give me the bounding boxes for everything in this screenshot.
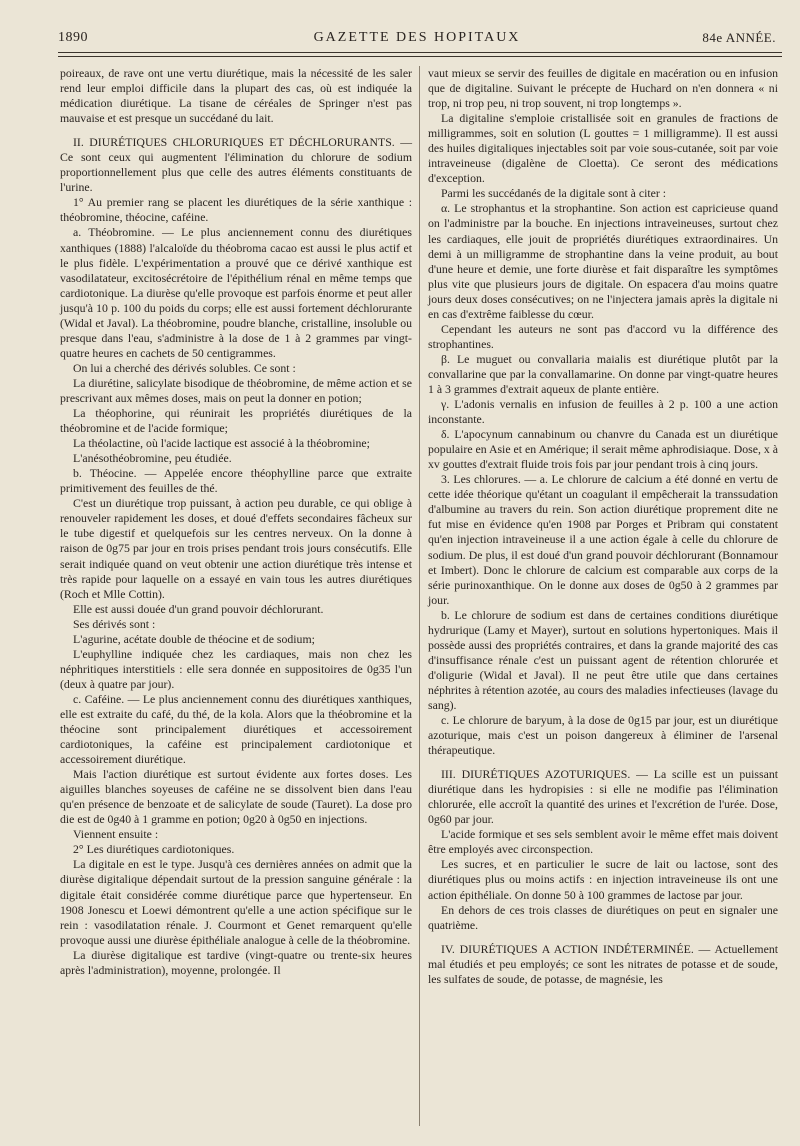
paragraph: Parmi les succédanés de la digitale sont à citer : — [441, 186, 667, 201]
paragraph: La digitale en est le type. Jusqu'à ces dernières années on admit que la diurèse digitalique dépendait surtout de la pression sanguine générale : la digitale était considérée comme diurétique parce que hypertenseur. En 1908 Jonescu et Loewi démontrent qu'elle a une action spécifique sur le rein : vasodilatation rénale. J. Courmont et Genet remarquent qu'elle provoque aussi une diurèse épithéliale analogue à celle de la théobromine. — [60, 857, 412, 947]
section-heading-paragraph: IV. DIURÉTIQUES A ACTION INDÉTERMINÉE. — Actuellement mal étudiés et peu employés; ce sont les nitrates de potasse et de soude, les sulfates de soude, de potasse, de magnésie, les — [428, 941, 778, 986]
paragraph: L'agurine, acétate double de théocine et de sodium; — [73, 631, 315, 646]
paragraph: L'euphylline indiquée chez les cardiaques, mais non chez les néphritiques interstitiels : elle sera donnée en suppositoires de 0g35 l'un (deux à quatre par jour). — [60, 646, 412, 691]
paragraph: En dehors de ces trois classes de diurétiques on peut en signaler une quatrième. — [428, 902, 778, 932]
paragraph: Elle est aussi douée d'un grand pouvoir déchlorurant. — [73, 601, 324, 616]
paragraph: 1° Au premier rang se placent les diurétiques de la série xanthique : théobromine, théocine, caféine. — [60, 195, 412, 225]
paragraph: δ. L'apocynum cannabinum ou chanvre du Canada est un diurétique populaire en Asie et en Amérique; il serait même aphrodisiaque. Dose, x à xv gouttes d'extrait fluide trois fois par jour pendant trois à cinq jours. — [428, 427, 778, 472]
paragraph: 2° Les diurétiques cardiotoniques. — [73, 842, 235, 857]
paragraph: vaut mieux se servir des feuilles de digitale en macération ou en infusion que de digitaline. Suivant le précepte de Huchard on n'en donnera « ni trop, ni trop peu, ni trop souvent, ni trop longtemps ». — [428, 66, 778, 111]
column-divider — [419, 66, 420, 1126]
paragraph: a. Théobromine. — Le plus anciennement connu des diurétiques xanthiques (1888) l'alcaloïde du théobroma cacao est aussi le plus actif et le plus fidèle. L'expérimentation a prouvé que ce dérivé xanthique est vasodilatateur, excitosécrétoire de l'épithélium rénal en même temps que cardiotonique. La diurèse qu'elle provoque est parfois énorme et peut aller jusqu'à 10 p. 100 du poids du corps; elle est aussi fortement déchlorurante (Widal et Javal). La théobromine, poudre blanche, cristalline, insoluble ou presque dans l'eau, s'administre à la dose de 1 à 2 grammes par vingt-quatre heures en cachets de 50 centigrammes. — [60, 225, 412, 360]
paragraph: On lui a cherché des dérivés solubles. Ce sont : — [73, 360, 296, 375]
page-header — [58, 30, 776, 52]
paragraph: La théolactine, où l'acide lactique est associé à la théobromine; — [73, 436, 370, 451]
paragraph: C'est un diurétique trop puissant, à action peu durable, ce qui oblige à renouveler rapidement les doses, et doué d'effets secondaires fâcheux sur le tube digestif et quelquefois sur les centres nerveux. On la donne à raison de 0g75 par jour en trois prises pendant trois jours consécutifs. Elle serait indiquée quand on veut obtenir une action diurétique très intense et très rapide pour laquelle on a essayé en vain tous les autres diurétiques (Roch et Mlle Cottin). — [60, 496, 412, 601]
paragraph: Mais l'action diurétique est surtout évidente aux fortes doses. Les aiguilles blanches soyeuses de caféine ne se dissolvent bien dans l'eau qu'en présence de benzoate et de salicylate de soude (Tauret). La dose pro die est de 0g40 à 1 gramme en potion; 0g20 à 0g50 en injections. — [60, 767, 412, 827]
paragraph: La diurétine, salicylate bisodique de théobromine, de même action et se prescrivant aux mêmes doses, mais on peut la donner en potion; — [60, 375, 412, 405]
paragraph: β. Le muguet ou convallaria maialis est diurétique plutôt par la convallarine que par la convallamarine. On donne par vingt-quatre heures 1 à 3 grammes d'extrait aqueux de plante entière. — [428, 351, 778, 396]
header-rule-thin — [58, 56, 782, 57]
journal-title: GAZETTE DES HOPITAUX — [313, 30, 521, 45]
paragraph: L'acide formique et ses sels semblent avoir le même effet mais doivent être employés avec circonspection. — [428, 827, 778, 857]
right-column — [428, 66, 778, 987]
paragraph: La théophorine, qui réunirait les propriétés diurétiques de la théobromine et de l'acide formique; — [60, 406, 412, 436]
page-number: 1890 — [58, 30, 88, 45]
paragraph: poireaux, de rave ont une vertu diurétique, mais la nécessité de les saler rend leur emploi difficile dans la plupart des cas, où est indiquée la médication diurétique. La tisane de céréales de Springer n'est pas mauvaise et est presque un succédané du lait. — [60, 66, 412, 126]
paragraph: γ. L'adonis vernalis en infusion de feuilles à 2 p. 100 a une action inconstante. — [428, 397, 778, 427]
paragraph: Cependant les auteurs ne sont pas d'accord vu la différence des strophantines. — [428, 321, 778, 351]
paragraph: b. Théocine. — Appelée encore théophylline parce que extraite primitivement des feuilles de thé. — [60, 466, 412, 496]
paragraph: 3. Les chlorures. — a. Le chlorure de calcium a été donné en vertu de cette idée théorique qu'étant un coagulant il empêcherait la transsudation d'albumine au travers du rein. Son action diurétique proprement dite ne fut mise en évidence qu'en 1908 par Porges et Pribram qui constatent qu'en injection intraveineuse il a une action égale à celle du chlorure de sodium. De plus, il est doué d'un grand pouvoir déchlorurant (Bonnamour et Imbert). Donc le chlorure de calcium est comparable aux corps de la série purinoxanthique. On le donne aux doses de 0g50 à 2 grammes par jour. — [428, 472, 778, 607]
left-column — [60, 66, 412, 978]
paragraph: Les sucres, et en particulier le sucre de lait ou lactose, sont des diurétiques plus ou moins actifs : en injection intraveineuse ils ont une action épithéliale. On donne 50 à 100 grammes de lactose par jour. — [428, 857, 778, 902]
header-rule — [58, 52, 782, 53]
paragraph: L'anésothéobromine, peu étudiée. — [73, 451, 232, 466]
paragraph: Viennent ensuite : — [73, 827, 159, 842]
paragraph: La digitaline s'emploie cristallisée soit en granules de fractions de milligrammes, soit en solution (L gouttes = 1 milligramme). Il est aussi des huiles digitaliques injectables soit par voie sous-cutanée, soit par voie intraveineuse (digalène de Cloetta). Ce seront des médications d'exception. — [428, 111, 778, 186]
paragraph: La diurèse digitalique est tardive (vingt-quatre ou trente-six heures après l'administration), moyenne, prolongée. Il — [60, 947, 412, 977]
paragraph: Ses dérivés sont : — [73, 616, 156, 631]
paragraph: b. Le chlorure de sodium est dans de certaines conditions diurétique hydrurique (Lamy et Mayer), surtout en solutions hypertoniques. Mais il possède aussi des propriétés contraires, et dans la grande majorité des cas d'insuffisance rénale c'est un puissant agent de rétention chlorurée et d'oligurie (Widal et Javal). Il ne peut être utile que dans certaines néphrites à rétention azotée, au cours des maladies infectieuses (lavage du sang). — [428, 607, 778, 712]
paragraph: c. Le chlorure de baryum, à la dose de 0g15 par jour, est un diurétique azoturique, mais c'est un poison dangereux à éliminer de l'arsenal thérapeutique. — [428, 713, 778, 758]
paragraph: α. Le strophantus et la strophantine. Son action est capricieuse quand on l'administre par la bouche. En injections intraveineuses, surtout chez les cardiaques, elle jouit de propriétés diurétiques extraordinaires. Un demi à un milligramme de strophantine dans la veine produit, au bout d'une heure et demie, une forte diurèse et fait disparaître les symptômes plus vite que plusieurs jours de digitale. On espacera d'au moins quatre jours deux doses consécutives; on ne l'injectera jamais après la digitale ni en cas d'extrême faiblesse du cœur. — [428, 201, 778, 321]
year-label: 84e ANNÉE. — [702, 30, 776, 45]
section-heading-paragraph: III. DIURÉTIQUES AZOTURIQUES. — La scille est un puissant diurétique dans les hydropisies : si elle ne modifie pas l'élimination chlorurée, elle accroît la quantité des urines et l'excrétion de l'urée. Dose, 0g60 par jour. — [428, 767, 778, 827]
paragraph: c. Caféine. — Le plus anciennement connu des diurétiques xanthiques, elle est extraite du café, du thé, de la kola. Alors que la théobromine et la théocine sont principalement diurétiques et accessoirement cardiotoniques, la caféine est principalement cardiotonique et accessoirement diurétique. — [60, 691, 412, 767]
section-heading-paragraph: II. DIURÉTIQUES CHLORURIQUES ET DÉCHLORURANTS. — Ce sont ceux qui augmentent l'élimination du chlorure de sodium proportionnellement plus que celle des autres éléments constituants de l'urine. — [60, 135, 412, 195]
